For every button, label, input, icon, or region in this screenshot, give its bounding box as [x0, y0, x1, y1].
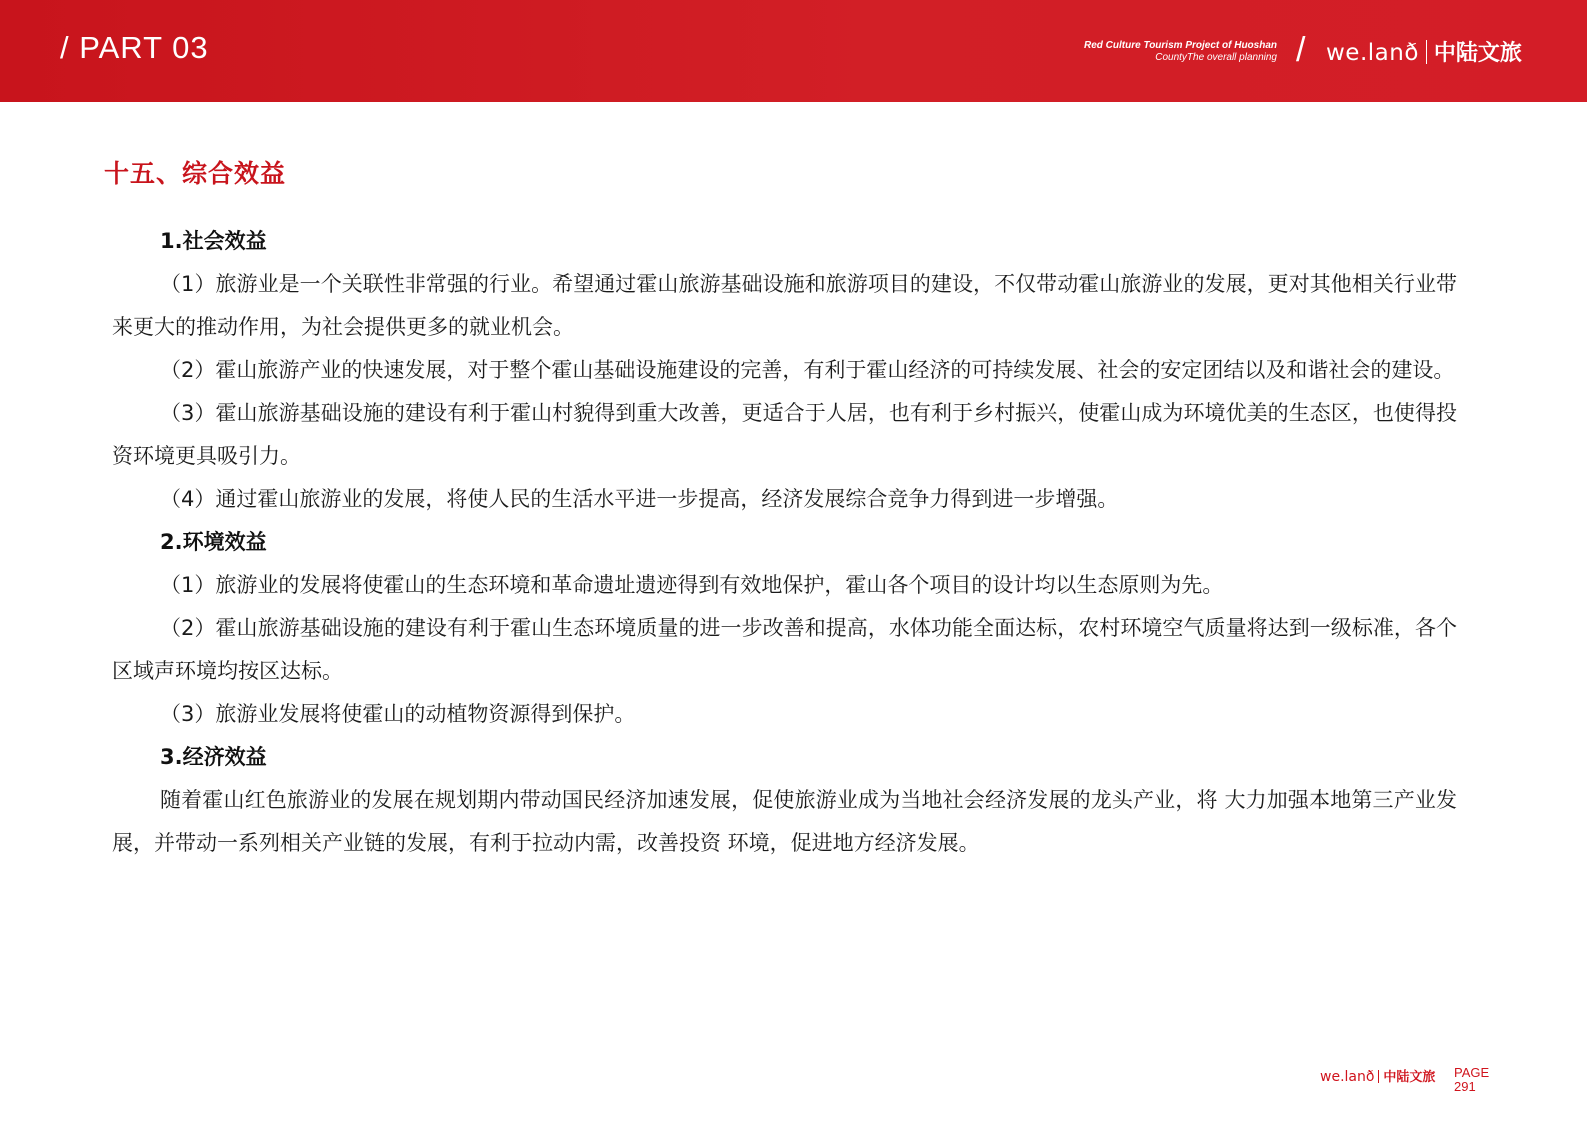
content-body: [112, 220, 1457, 865]
brand-divider: [1426, 40, 1427, 64]
paragraph: （1）旅游业的发展将使霍山的生态环境和革命遗址遗迹得到有效地保护，霍山各个项目的设计均以生态原则为先。: [160, 573, 1224, 597]
project-subtitle-line1: Red Culture Tourism Project of Huoshan: [1084, 40, 1277, 51]
brand-logo: [1326, 36, 1522, 67]
footer-brand-divider: [1378, 1070, 1379, 1083]
header-separator: /: [1296, 31, 1306, 69]
part-label: / PART 03: [60, 30, 209, 65]
footer-brand-en: we.lanð: [1320, 1069, 1375, 1085]
section-economic: [112, 736, 1457, 865]
section-title: 十五、综合效益: [104, 159, 287, 188]
footer-brand-zh: 中陆文旅: [1383, 1070, 1436, 1085]
section-heading: 1.社会效益: [160, 229, 267, 253]
paragraph: （2）霍山旅游基础设施的建设有利于霍山生态环境质量的进一步改善和提高，水体功能全面达标，农村环境空气质量将达到一级标准，各个区域声环境均按区达标。: [112, 616, 1457, 683]
page-number-value: 291: [1454, 1079, 1476, 1094]
paragraph: 随着霍山红色旅游业的发展在规划期内带动国民经济加速发展，促使旅游业成为当地社会经济发展的龙头产业，将 大力加强本地第三产业发展，并带动一系列相关产业链的发展，有利于拉动内需，改善投资 环境，促进地方经济发展。: [112, 788, 1457, 855]
section-environment: [112, 521, 1457, 736]
paragraph: （1）旅游业是一个关联性非常强的行业。希望通过霍山旅游基础设施和旅游项目的建设，不仅带动霍山旅游业的发展，更对其他相关行业带来更大的推动作用，为社会提供更多的就业机会。: [112, 272, 1457, 339]
footer-brand-logo: [1320, 1066, 1435, 1085]
brand-logo-en: we.lanð: [1326, 40, 1419, 66]
page-number: [1454, 1066, 1489, 1094]
header-bar: [0, 0, 1587, 102]
project-subtitle: [1084, 40, 1277, 64]
paragraph: （3）旅游业发展将使霍山的动植物资源得到保护。: [160, 702, 636, 726]
paragraph: （3）霍山旅游基础设施的建设有利于霍山村貌得到重大改善，更适合于人居，也有利于乡村振兴，使霍山成为环境优美的生态区，也使得投资环境更具吸引力。: [112, 401, 1457, 468]
paragraph: （4）通过霍山旅游业的发展，将使人民的生活水平进一步提高，经济发展综合竞争力得到进一步增强。: [160, 487, 1119, 511]
page-label: PAGE: [1454, 1065, 1490, 1080]
section-heading: 2.环境效益: [160, 530, 267, 554]
paragraph: （2）霍山旅游产业的快速发展，对于整个霍山基础设施建设的完善，有利于霍山经济的可持续发展、社会的安定团结以及和谐社会的建设。: [160, 358, 1455, 382]
brand-logo-zh: 中陆文旅: [1433, 41, 1522, 66]
section-social: [112, 220, 1457, 521]
section-heading: 3.经济效益: [160, 745, 267, 769]
project-subtitle-line2: CountyThe overall planning: [1155, 52, 1277, 63]
